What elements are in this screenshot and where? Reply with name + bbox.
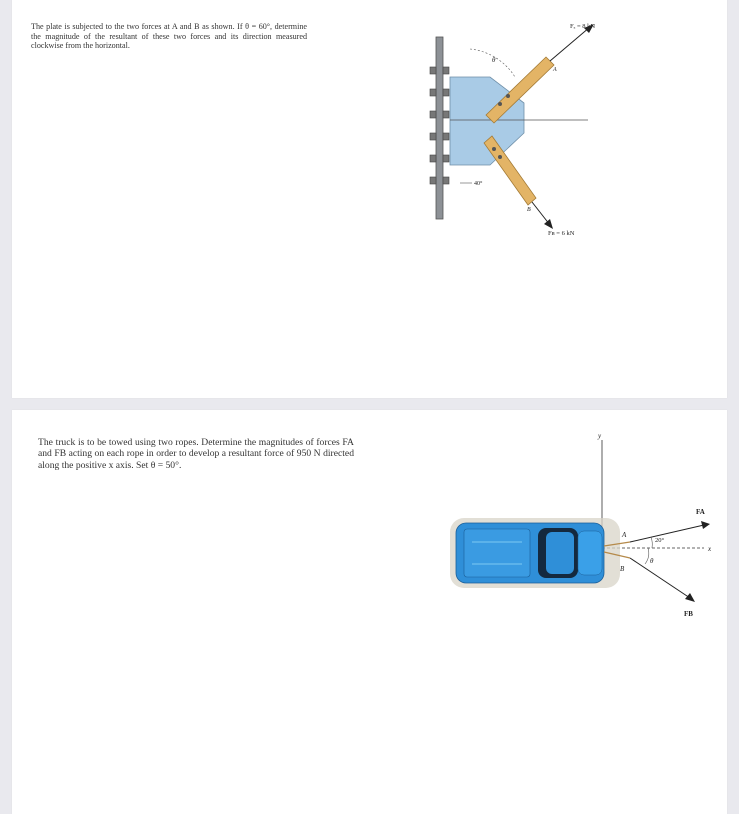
y-axis-label: y [598, 432, 602, 440]
problem-card-1 [12, 0, 727, 398]
point-b-label: B [527, 207, 531, 213]
theta-arc [645, 548, 649, 564]
plate-forces-figure [420, 15, 620, 245]
force-fb-label: FB [684, 610, 693, 618]
member-a-bolt [506, 94, 510, 98]
problem-card-2 [12, 410, 727, 814]
truck-towing-figure [442, 430, 722, 630]
member-b-bolt [492, 147, 496, 151]
problem-2-text: The truck is to be towed using two ropes. Determine the magnitudes of forces FA and FB acting on each rope in order to develop a resultant force of 950 N directed along the positive x axis. Set θ = 50°. [38, 437, 354, 471]
member-b-bolt [498, 155, 502, 159]
point-a-label: A [553, 67, 557, 73]
theta-label: θ [492, 56, 496, 64]
truck-hood [578, 531, 602, 575]
truck-bed [464, 529, 530, 577]
force-fa-label: FA [696, 508, 705, 516]
force-b-arrowhead [544, 219, 553, 229]
force-fa-arrow [630, 525, 704, 542]
force-b-label: Fʙ = 6 kN [548, 230, 575, 237]
point-a-label: A [622, 531, 627, 539]
angle-40-label: 40° [474, 181, 483, 187]
force-a-label: Fₐ = 8 kN [570, 23, 596, 30]
member-a-bolt [498, 102, 502, 106]
problem-1-text: The plate is subjected to the two forces at A and B as shown. If θ = 60°, determine the magnitude of the resultant of these two forces and its direction measured clockwise from the horizontal. [31, 22, 307, 51]
wall [436, 37, 443, 219]
force-fb-arrowhead [685, 593, 695, 602]
truck-cab-top [546, 532, 574, 574]
point-b-label: B [620, 565, 625, 573]
force-fb-arrow [630, 558, 690, 598]
angle-20-label: 20° [655, 537, 665, 544]
angle-20-arc [651, 537, 652, 548]
force-a-arrow [550, 27, 590, 61]
force-fa-arrowhead [701, 521, 710, 529]
theta-label: θ [650, 557, 654, 565]
x-axis-label: x [708, 545, 712, 553]
